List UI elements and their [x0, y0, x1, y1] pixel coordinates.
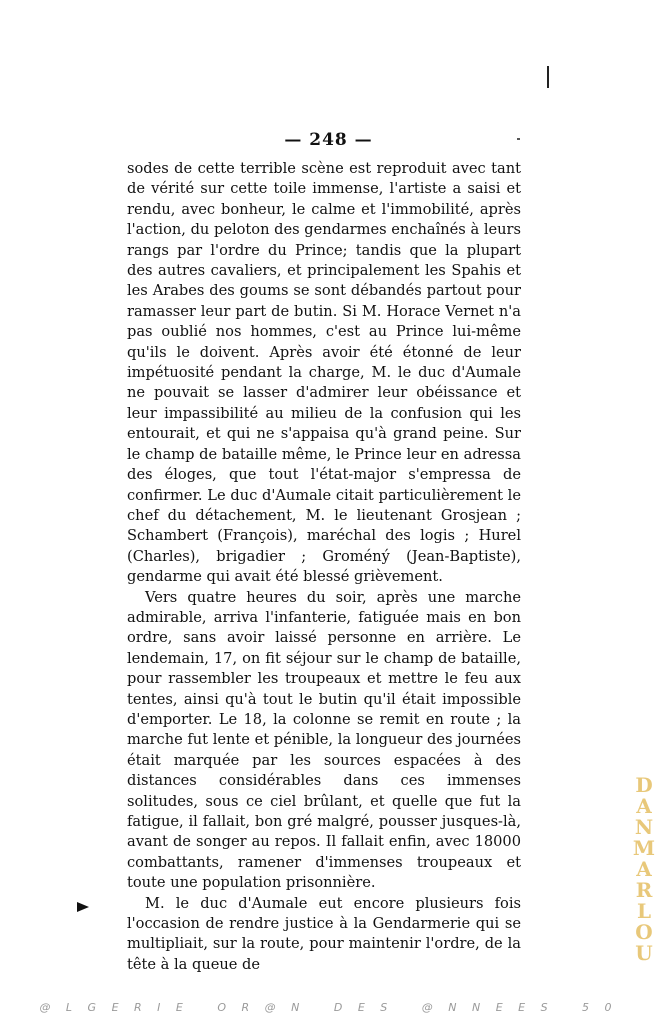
side-watermark: D A N M A R L O U	[632, 773, 656, 965]
page-number: — 248 —	[284, 130, 373, 150]
paragraph-1: sodes de cette terrible scène est reproduit avec tant de vérité sur cette toile immense, l'artiste a saisi et rendu, avec bonheur, le calme et l'immobilité, après l'action, du peloton des gendarmes enchaînés à leurs rangs par l'ordre du Prince; tandis que la plupart des autres cavaliers, et principalement les Spahis et les Arabes des goums se sont débandés partout pour ramasser leur part de butin. Si M. Horace Vernet n'a pas oublié nos hommes, c'est au Prince lui-même qu'ils le doivent. Après avoir été étonné de leur impétuosité pendant la charge, M. le duc d'Aumale ne pouvait se lasser d'admirer leur obéissance et leur impassibilité au milieu de la confusion qui les entourait, et qui ne s'appaisa qu'à grand peine. Sur le champ de bataille même, le Prince leur en adressa des éloges, que tout l'état-major s'empressa de confirmer. Le duc d'Aumale citait particulièrement le chef du détachement, M. le lieutenant Grosjean ; Schambert (François), maréchal des logis ; Hurel (Charles), brigadier ; Groméný (Jean-Baptiste), gendarme qui avait été blessé grièvement.	[127, 160, 521, 586]
margin-vertical-mark	[547, 66, 549, 88]
arrow-marker-icon	[77, 902, 89, 912]
paragraph-3: M. le duc d'Aumale eut encore plusieurs fois l'occasion de rendre justice à la Gendarmerie qui se multipliait, sur la route, pour maintenir l'ordre, de la tête à la queue de	[127, 894, 521, 973]
footer-watermark: @ L G E R I E O R @ N D E S @ N N E E S 5 0	[39, 1001, 618, 1014]
paragraph-2: Vers quatre heures du soir, après une marche admirable, arriva l'infanterie, fatiguée mais en bon ordre, sans avoir laissé personne en arrière. Le lendemain, 17, on fit séjour sur le champ de bataille, pour rassembler les troupeaux et mettre le feu aux tentes, ainsi qu'à tout le butin qu'il était impossible d'emporter. Le 18, la colonne se remit en route ; la marche fut lente et pénible, la longueur des journées était marquée par les sources espacées à des distances considérables dans ces immenses solitudes, sous ce ciel brûlant, et quelle que fut la fatigue, il fallait, bon gré malgré, pousser jusques-là, avant de songer au repos. Il fallait enfin, avec 18000 combattants, ramener d'immenses troupeaux et toute une population prisonnière.	[127, 588, 521, 892]
page-body	[127, 159, 521, 975]
